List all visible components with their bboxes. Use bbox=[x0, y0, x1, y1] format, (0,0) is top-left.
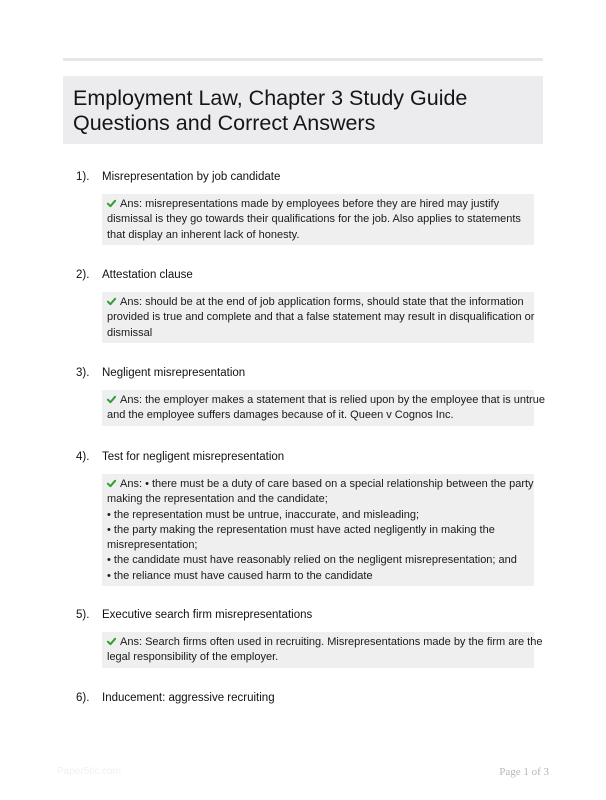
check-icon bbox=[107, 395, 116, 404]
answer-line bbox=[107, 538, 530, 553]
answer-text: • the party making the representation must have acted negligently in making the bbox=[107, 523, 495, 536]
answer-text: Ans: Search firms often used in recruiting. Misrepresentations made by the firm are the bbox=[120, 636, 543, 648]
answer-text: Ans: misrepresentations made by employees before they are hired may justify bbox=[120, 198, 500, 210]
title-line-2: Questions and Correct Answers bbox=[73, 111, 376, 135]
question-text: Misrepresentation by job candidate bbox=[102, 171, 281, 183]
question-text: Attestation clause bbox=[102, 269, 193, 281]
answer-text: misrepresentation; bbox=[107, 539, 198, 552]
answer-text: • the representation must be untrue, inaccurate, and misleading; bbox=[107, 508, 420, 521]
answer-box bbox=[102, 292, 534, 343]
answer-line bbox=[107, 393, 545, 408]
answer-line bbox=[107, 635, 543, 650]
check-icon bbox=[107, 637, 116, 646]
answer-line bbox=[107, 408, 530, 423]
title-banner bbox=[63, 76, 543, 144]
top-divider bbox=[63, 58, 543, 61]
answer-line bbox=[107, 197, 530, 212]
answer-text: • the candidate must have reasonably relied on the negligent misrepresentation; and bbox=[107, 554, 517, 567]
answer-line bbox=[107, 569, 530, 584]
answer-line bbox=[107, 326, 530, 341]
answer-line bbox=[107, 310, 535, 325]
title-line-1: Employment Law, Chapter 3 Study Guide bbox=[73, 86, 468, 110]
check-icon bbox=[107, 479, 116, 488]
answer-text: and the employee suffers damages because of it. Queen v Cognos Inc. bbox=[107, 409, 454, 422]
page-indicator: Page 1 of 3 bbox=[499, 766, 549, 778]
answer-text: Ans: the employer makes a statement that is relied upon by the employee that is untrue bbox=[120, 394, 545, 406]
answer-box bbox=[102, 194, 534, 245]
answer-line bbox=[107, 492, 530, 507]
answer-line bbox=[107, 508, 530, 523]
question-number: 4). bbox=[76, 451, 90, 463]
question-number: 1). bbox=[76, 171, 90, 183]
answer-text: provided is true and complete and that a false statement may result in disqualification or bbox=[107, 311, 535, 324]
question-number: 2). bbox=[76, 269, 90, 281]
answer-line bbox=[107, 477, 534, 492]
answer-box bbox=[102, 390, 545, 426]
question-text: Inducement: aggressive recruiting bbox=[102, 692, 275, 704]
question-number: 3). bbox=[76, 367, 90, 379]
answer-text: legal responsibility of the employer. bbox=[107, 651, 279, 664]
question-number: 5). bbox=[76, 609, 90, 621]
answer-text: Ans: • there must be a duty of care based on a special relationship between the party bbox=[120, 478, 534, 490]
answer-line bbox=[107, 212, 530, 227]
check-icon bbox=[107, 199, 116, 208]
answer-line bbox=[107, 295, 530, 310]
answer-box bbox=[102, 474, 534, 586]
question-text: Executive search firm misrepresentations bbox=[102, 609, 313, 621]
answer-text: • the reliance must have caused harm to the candidate bbox=[107, 569, 373, 582]
answer-text: dismissal bbox=[107, 326, 153, 339]
answer-text: Ans: should be at the end of job application forms, should state that the information bbox=[120, 296, 524, 308]
answer-text: making the representation and the candidate; bbox=[107, 493, 328, 506]
question-text: Test for negligent misrepresentation bbox=[102, 451, 285, 463]
answer-line bbox=[107, 650, 530, 665]
answer-line bbox=[107, 523, 530, 538]
question-text: Negligent misrepresentation bbox=[102, 367, 246, 379]
answer-text: dismissal is they go towards their qualifications for the job. Also applies to statements bbox=[107, 213, 521, 226]
check-icon bbox=[107, 297, 116, 306]
answer-line bbox=[107, 228, 530, 243]
footer-watermark: Paper5tic.com bbox=[57, 766, 121, 777]
question-number: 6). bbox=[76, 692, 90, 704]
answer-text: that display an inherent lack of honesty. bbox=[107, 228, 300, 241]
answer-line bbox=[107, 553, 530, 568]
answer-box bbox=[102, 632, 543, 668]
